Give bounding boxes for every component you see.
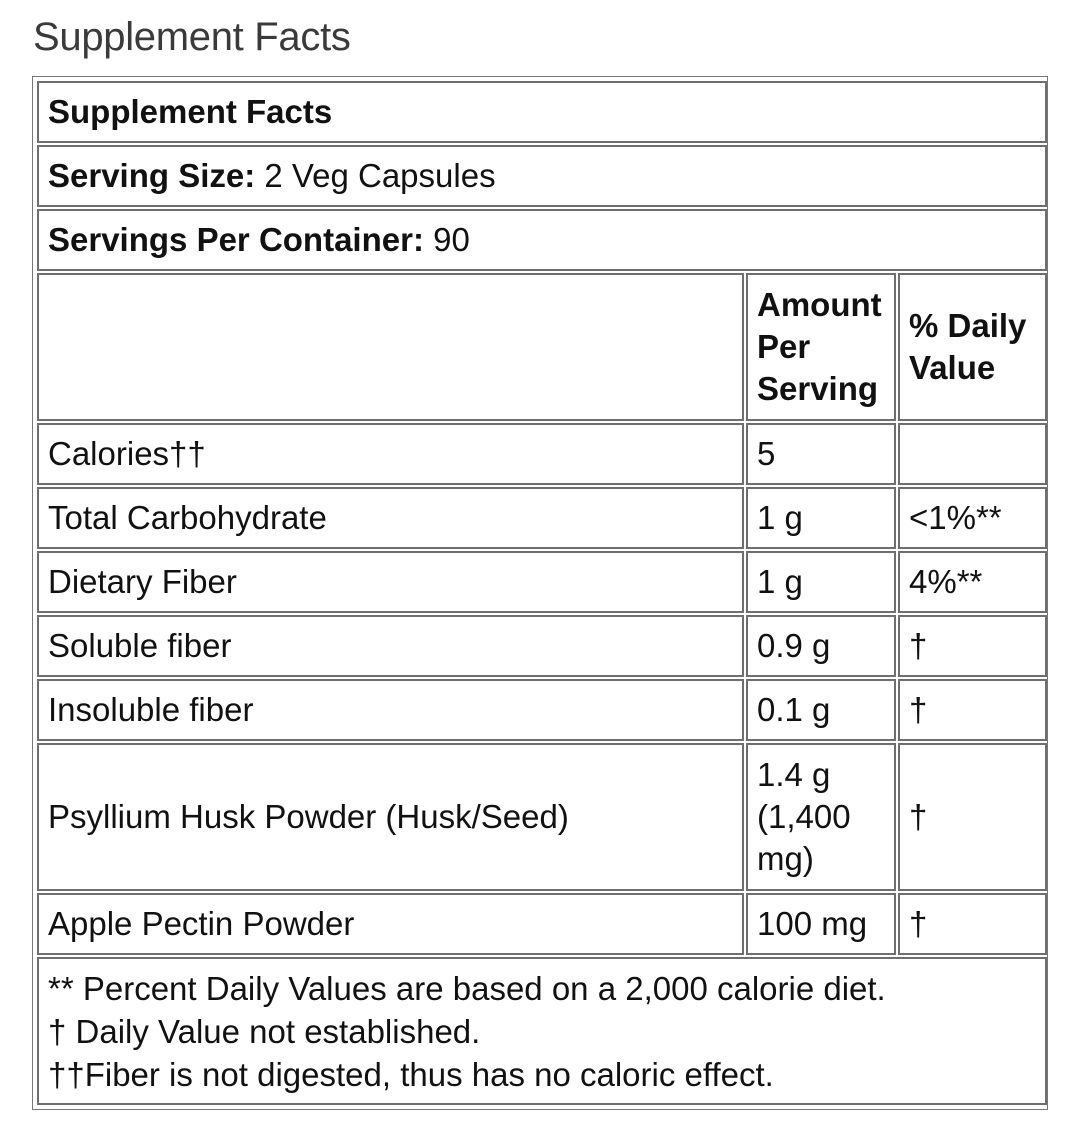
serving-size-row (37, 145, 1047, 207)
table-row (37, 487, 1047, 549)
table-title: Supplement Facts (37, 81, 1047, 143)
header-empty-cell (37, 273, 744, 421)
nutrient-daily-value (898, 423, 1047, 485)
nutrient-daily-value: <1%** (898, 487, 1047, 549)
table-row (37, 679, 1047, 741)
nutrient-name: Insoluble fiber (37, 679, 744, 741)
footnotes-cell (37, 957, 1047, 1105)
nutrient-amount: 1.4 g (1,400 mg) (746, 743, 896, 891)
servings-per-container-row (37, 209, 1047, 271)
serving-size-label: Serving Size: (48, 157, 256, 194)
nutrient-amount: 1 g (746, 551, 896, 613)
table-row (37, 423, 1047, 485)
supplement-facts-panel (32, 76, 1048, 1110)
serving-size-value: 2 Veg Capsules (264, 157, 496, 194)
page-title: Supplement Facts (33, 15, 351, 59)
nutrient-daily-value: † (898, 679, 1047, 741)
footnote-not-established: † Daily Value not established. (48, 1012, 481, 1050)
footnote-daily-values: ** Percent Daily Values are based on a 2,000 calorie diet. (48, 969, 886, 1007)
serving-size-cell (37, 145, 1047, 207)
table-row (37, 615, 1047, 677)
nutrient-name: Apple Pectin Powder (37, 893, 744, 955)
table-title-row (37, 81, 1047, 143)
column-header-row (37, 273, 1047, 421)
nutrient-name: Dietary Fiber (37, 551, 744, 613)
footnotes-row (37, 957, 1047, 1105)
servings-per-container-label: Servings Per Container: (48, 221, 424, 258)
nutrient-amount: 0.9 g (746, 615, 896, 677)
nutrient-amount: 1 g (746, 487, 896, 549)
nutrient-name: Soluble fiber (37, 615, 744, 677)
nutrient-amount: 0.1 g (746, 679, 896, 741)
supplement-facts-table (35, 79, 1049, 1107)
nutrient-daily-value: † (898, 893, 1047, 955)
table-row (37, 551, 1047, 613)
table-row (37, 743, 1047, 891)
servings-per-container-cell (37, 209, 1047, 271)
nutrient-amount: 5 (746, 423, 896, 485)
nutrient-amount: 100 mg (746, 893, 896, 955)
nutrient-name: Total Carbohydrate (37, 487, 744, 549)
nutrient-daily-value: † (898, 615, 1047, 677)
nutrient-name: Calories†† (37, 423, 744, 485)
nutrient-daily-value: 4%** (898, 551, 1047, 613)
footnote-fiber: ††Fiber is not digested, thus has no caloric effect. (48, 1055, 774, 1093)
header-daily-value: % Daily Value (898, 273, 1047, 421)
header-amount-per-serving: Amount Per Serving (746, 273, 896, 421)
nutrient-name: Psyllium Husk Powder (Husk/Seed) (37, 743, 744, 891)
nutrient-daily-value: † (898, 743, 1047, 891)
table-row (37, 893, 1047, 955)
servings-per-container-value: 90 (433, 221, 470, 258)
